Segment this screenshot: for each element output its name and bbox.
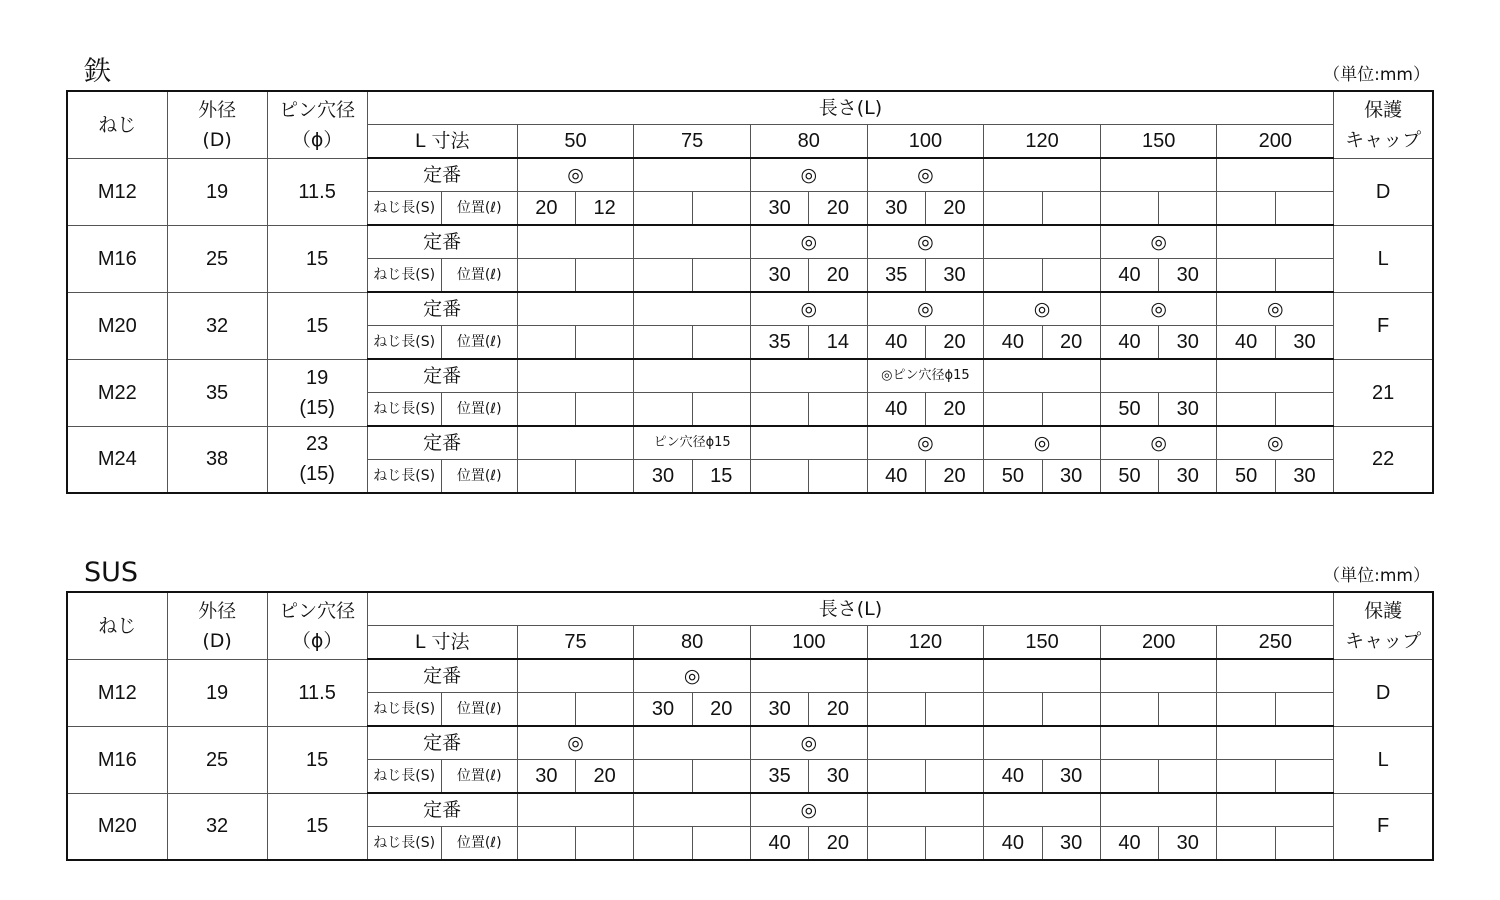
row-standard-mark: ◎ [634, 659, 751, 693]
row-standard-mark: ◎ [517, 726, 634, 760]
hdr-protective-cap-line2: キャップ [1345, 629, 1422, 652]
row-screw: M22 [67, 359, 167, 426]
row-standard-mark [517, 225, 634, 259]
sus-unit-label: （単位:mm） [1323, 566, 1430, 586]
row-protective-cap: 22 [1334, 426, 1433, 493]
row-thread-length-value: 30 [750, 192, 808, 226]
iron-unit-label: （単位:mm） [1323, 65, 1430, 85]
row-position-value: 30 [1159, 326, 1217, 360]
hdr-length-value: 150 [1100, 125, 1217, 159]
row-thread-length-value: 30 [517, 760, 575, 794]
row-pin-hole: 15 [267, 292, 367, 359]
hdr-l-dimension: L 寸法 [367, 626, 517, 660]
row-position-value [809, 393, 867, 427]
row-standard-label: 定番 [367, 292, 517, 326]
row-position-value [692, 326, 750, 360]
hdr-length-value: 250 [1217, 626, 1334, 660]
row-position-value: 20 [925, 192, 983, 226]
row-position-value [1159, 693, 1217, 727]
row-thread-length-value [1217, 693, 1275, 727]
row-position-value: 30 [1042, 760, 1100, 794]
hdr-outer-diameter-line2: (D) [202, 629, 232, 652]
row-thread-length-label: ねじ長(S) [367, 326, 441, 360]
row-position-value: 30 [1042, 460, 1100, 494]
row-thread-length-label: ねじ長(S) [367, 760, 441, 794]
row-position-label: 位置(ℓ) [441, 393, 517, 427]
row-pin-hole: 15 [267, 726, 367, 793]
row-thread-length-value [1217, 760, 1275, 794]
row-thread-length-value: 30 [750, 259, 808, 293]
row-position-value: 30 [1275, 326, 1333, 360]
hdr-length: 長さ(L) [367, 91, 1334, 125]
hdr-protective-cap-line1: 保護 [1364, 98, 1403, 121]
row-position-value: 30 [1159, 827, 1217, 861]
row-standard-mark [1217, 359, 1334, 393]
row-pin-hole-line2: (15) [299, 463, 335, 486]
row-thread-length-value: 35 [867, 259, 925, 293]
row-thread-length-value [517, 259, 575, 293]
hdr-outer-diameter [167, 91, 267, 158]
row-standard-label: 定番 [367, 659, 517, 693]
row-thread-length-value [984, 693, 1042, 727]
row-position-value: 30 [1042, 827, 1100, 861]
row-standard-mark [1217, 726, 1334, 760]
row-thread-length-value [634, 259, 692, 293]
row-screw: M20 [67, 292, 167, 359]
row-standard-mark: ◎ [1217, 292, 1334, 326]
row-position-value [692, 760, 750, 794]
row-position-value [925, 827, 983, 861]
row-thread-length-label: ねじ長(S) [367, 827, 441, 861]
row-pin-hole [267, 426, 367, 493]
row-standard-label: 定番 [367, 726, 517, 760]
hdr-protective-cap [1334, 592, 1433, 659]
hdr-pin-hole [267, 91, 367, 158]
row-standard-mark: ◎ [867, 292, 984, 326]
row-standard-label: 定番 [367, 158, 517, 192]
hdr-length-value: 200 [1217, 125, 1334, 159]
row-standard-mark [634, 793, 751, 827]
row-thread-length-value: 40 [867, 326, 925, 360]
row-standard-mark [1100, 726, 1217, 760]
row-thread-length-value [984, 192, 1042, 226]
iron-title: 鉄 [84, 56, 111, 87]
row-thread-length-value: 40 [1100, 326, 1158, 360]
row-position-value: 20 [925, 393, 983, 427]
row-standard-mark [634, 225, 751, 259]
row-position-value: 30 [809, 760, 867, 794]
row-thread-length-value: 30 [750, 693, 808, 727]
row-thread-length-value [867, 693, 925, 727]
hdr-length-value: 200 [1100, 626, 1217, 660]
row-thread-length-value [867, 827, 925, 861]
row-position-value: 20 [809, 259, 867, 293]
row-thread-length-value: 40 [984, 827, 1042, 861]
row-position-value: 30 [1275, 460, 1333, 494]
hdr-outer-diameter-line1: 外径 [198, 599, 237, 622]
row-thread-length-label: ねじ長(S) [367, 192, 441, 226]
row-pin-hole: 15 [267, 793, 367, 860]
row-position-value: 20 [809, 192, 867, 226]
row-standard-mark: ◎ [984, 292, 1101, 326]
row-position-value [1275, 393, 1333, 427]
row-thread-length-value: 30 [634, 693, 692, 727]
row-standard-mark [1217, 158, 1334, 192]
row-thread-length-value: 40 [1100, 259, 1158, 293]
row-thread-length-value [1100, 693, 1158, 727]
row-thread-length-value [634, 827, 692, 861]
row-position-value [576, 259, 634, 293]
row-standard-mark: ◎ [1217, 426, 1334, 460]
row-thread-length-value: 40 [984, 760, 1042, 794]
row-thread-length-value [634, 393, 692, 427]
row-thread-length-value: 50 [1100, 393, 1158, 427]
row-position-value [1042, 393, 1100, 427]
row-outer-diameter: 32 [167, 793, 267, 860]
row-thread-length-value [750, 460, 808, 494]
row-thread-length-value: 35 [750, 326, 808, 360]
row-thread-length-value: 30 [634, 460, 692, 494]
row-standard-mark [984, 359, 1101, 393]
row-standard-mark [867, 659, 984, 693]
row-thread-length-value: 40 [1217, 326, 1275, 360]
row-thread-length-value [984, 259, 1042, 293]
row-position-value: 14 [809, 326, 867, 360]
row-thread-length-label: ねじ長(S) [367, 460, 441, 494]
row-position-value [1275, 259, 1333, 293]
row-thread-length-value: 40 [1100, 827, 1158, 861]
hdr-pin-hole-line1: ピン穴径 [279, 599, 356, 622]
row-protective-cap: F [1334, 793, 1433, 860]
row-protective-cap: L [1334, 726, 1433, 793]
row-position-label: 位置(ℓ) [441, 192, 517, 226]
row-position-value: 20 [692, 693, 750, 727]
row-standard-mark: ◎ [867, 225, 984, 259]
row-position-value [1042, 192, 1100, 226]
row-standard-mark [1100, 659, 1217, 693]
row-screw: M20 [67, 793, 167, 860]
row-thread-length-label: ねじ長(S) [367, 693, 441, 727]
row-position-value: 30 [925, 259, 983, 293]
row-position-value: 30 [1159, 393, 1217, 427]
row-position-value [576, 827, 634, 861]
row-thread-length-value [517, 393, 575, 427]
row-outer-diameter: 32 [167, 292, 267, 359]
row-position-value [1275, 693, 1333, 727]
row-position-value [576, 393, 634, 427]
row-standard-mark [517, 793, 634, 827]
row-standard-mark: ◎ [867, 426, 984, 460]
row-screw: M16 [67, 726, 167, 793]
row-thread-length-value [1217, 827, 1275, 861]
row-position-value [1275, 760, 1333, 794]
row-standard-mark: ◎ [517, 158, 634, 192]
row-protective-cap: D [1334, 659, 1433, 726]
row-standard-mark [750, 359, 867, 393]
row-standard-mark [1100, 359, 1217, 393]
row-standard-mark: ピン穴径ϕ15 [634, 426, 751, 460]
hdr-length-value: 120 [867, 626, 984, 660]
row-standard-mark: ◎ [750, 726, 867, 760]
row-thread-length-value [634, 326, 692, 360]
row-pin-hole: 11.5 [267, 158, 367, 225]
row-standard-mark [984, 793, 1101, 827]
hdr-length-value: 50 [517, 125, 634, 159]
row-outer-diameter: 25 [167, 225, 267, 292]
hdr-pin-hole-line2: （ϕ） [291, 629, 343, 652]
row-pin-hole: 15 [267, 225, 367, 292]
row-position-label: 位置(ℓ) [441, 693, 517, 727]
row-screw: M12 [67, 659, 167, 726]
row-pin-hole-line1: 23 [305, 433, 329, 456]
row-position-value: 20 [925, 460, 983, 494]
hdr-outer-diameter-line2: (D) [202, 128, 232, 151]
row-thread-length-value: 40 [750, 827, 808, 861]
row-standard-mark [517, 426, 634, 460]
row-pin-hole: 11.5 [267, 659, 367, 726]
row-thread-length-value [1217, 259, 1275, 293]
row-standard-mark [517, 659, 634, 693]
row-screw: M16 [67, 225, 167, 292]
row-standard-mark: ◎ [867, 158, 984, 192]
row-protective-cap: F [1334, 292, 1433, 359]
row-standard-mark: ◎ [1100, 426, 1217, 460]
row-position-value: 30 [1159, 259, 1217, 293]
hdr-screw: ねじ [67, 91, 167, 158]
row-position-value: 20 [809, 827, 867, 861]
row-position-value [1159, 760, 1217, 794]
row-thread-length-value: 40 [867, 393, 925, 427]
row-standard-mark: ◎ [1100, 225, 1217, 259]
row-position-value [1042, 693, 1100, 727]
row-outer-diameter: 25 [167, 726, 267, 793]
row-standard-label: 定番 [367, 793, 517, 827]
row-position-value [809, 460, 867, 494]
row-outer-diameter: 19 [167, 158, 267, 225]
row-position-value [692, 827, 750, 861]
row-thread-length-value: 20 [517, 192, 575, 226]
row-pin-hole-line1: 19 [305, 366, 329, 389]
hdr-outer-diameter-line1: 外径 [198, 98, 237, 121]
row-standard-mark: ◎ [1100, 292, 1217, 326]
row-position-value [925, 760, 983, 794]
hdr-outer-diameter [167, 592, 267, 659]
hdr-length-value: 120 [984, 125, 1101, 159]
hdr-length-value: 150 [984, 626, 1101, 660]
row-outer-diameter: 38 [167, 426, 267, 493]
row-thread-length-value [517, 460, 575, 494]
row-thread-length-label: ねじ長(S) [367, 259, 441, 293]
row-standard-mark [984, 659, 1101, 693]
row-standard-mark [517, 292, 634, 326]
row-position-value [692, 259, 750, 293]
row-standard-mark [634, 359, 751, 393]
row-standard-mark [634, 158, 751, 192]
row-thread-length-value: 50 [1217, 460, 1275, 494]
row-standard-mark: ◎ [750, 158, 867, 192]
row-standard-mark [1100, 158, 1217, 192]
row-protective-cap: L [1334, 225, 1433, 292]
row-standard-mark: ◎ [750, 292, 867, 326]
row-thread-length-value [1217, 192, 1275, 226]
hdr-screw: ねじ [67, 592, 167, 659]
row-standard-mark [517, 359, 634, 393]
row-thread-length-value [1100, 192, 1158, 226]
row-position-value: 20 [809, 693, 867, 727]
row-screw: M12 [67, 158, 167, 225]
row-thread-length-value [1217, 393, 1275, 427]
row-standard-label: 定番 [367, 426, 517, 460]
row-standard-label: 定番 [367, 225, 517, 259]
row-standard-mark [750, 659, 867, 693]
row-position-label: 位置(ℓ) [441, 460, 517, 494]
hdr-length-value: 80 [750, 125, 867, 159]
row-position-value: 20 [1042, 326, 1100, 360]
row-outer-diameter: 19 [167, 659, 267, 726]
sus-spec-table [66, 591, 1434, 861]
row-pin-hole [267, 359, 367, 426]
hdr-pin-hole-line2: （ϕ） [291, 128, 343, 151]
row-position-value [576, 460, 634, 494]
row-pin-hole-line2: (15) [299, 396, 335, 419]
row-position-value: 20 [576, 760, 634, 794]
row-position-value: 15 [692, 460, 750, 494]
row-position-value [925, 693, 983, 727]
row-thread-length-value [1100, 760, 1158, 794]
row-standard-mark: ◎ [750, 225, 867, 259]
hdr-protective-cap-line2: キャップ [1345, 128, 1422, 151]
row-position-label: 位置(ℓ) [441, 760, 517, 794]
row-standard-mark: ◎ピン穴径ϕ15 [867, 359, 984, 393]
row-standard-label: 定番 [367, 359, 517, 393]
row-position-label: 位置(ℓ) [441, 326, 517, 360]
row-standard-mark [1217, 659, 1334, 693]
row-position-value: 20 [925, 326, 983, 360]
row-standard-mark [634, 292, 751, 326]
hdr-l-dimension: L 寸法 [367, 125, 517, 159]
hdr-pin-hole [267, 592, 367, 659]
row-standard-mark [634, 726, 751, 760]
row-position-label: 位置(ℓ) [441, 259, 517, 293]
row-thread-length-value [517, 693, 575, 727]
row-thread-length-value [517, 326, 575, 360]
hdr-length-value: 100 [867, 125, 984, 159]
iron-spec-table [66, 90, 1434, 494]
row-standard-mark [750, 426, 867, 460]
row-standard-mark [867, 793, 984, 827]
row-position-value [1159, 192, 1217, 226]
hdr-length-value: 100 [750, 626, 867, 660]
row-thread-length-value [867, 760, 925, 794]
row-thread-length-label: ねじ長(S) [367, 393, 441, 427]
row-thread-length-value: 50 [1100, 460, 1158, 494]
row-thread-length-value [517, 827, 575, 861]
row-screw: M24 [67, 426, 167, 493]
row-standard-mark [1100, 793, 1217, 827]
hdr-protective-cap [1334, 91, 1433, 158]
row-position-value: 30 [1159, 460, 1217, 494]
row-standard-mark [1217, 793, 1334, 827]
row-position-value: 12 [576, 192, 634, 226]
row-standard-mark: ◎ [984, 426, 1101, 460]
row-thread-length-value: 35 [750, 760, 808, 794]
sus-title: SUS [84, 557, 139, 588]
hdr-length-value: 80 [634, 626, 751, 660]
row-standard-mark [984, 158, 1101, 192]
row-standard-mark: ◎ [750, 793, 867, 827]
row-outer-diameter: 35 [167, 359, 267, 426]
hdr-pin-hole-line1: ピン穴径 [279, 98, 356, 121]
row-position-value [576, 326, 634, 360]
row-position-value [576, 693, 634, 727]
hdr-length: 長さ(L) [367, 592, 1334, 626]
row-position-value [1275, 827, 1333, 861]
row-thread-length-value: 50 [984, 460, 1042, 494]
row-position-value [1275, 192, 1333, 226]
row-standard-mark [984, 225, 1101, 259]
row-protective-cap: 21 [1334, 359, 1433, 426]
row-position-value [1042, 259, 1100, 293]
row-thread-length-value [634, 760, 692, 794]
row-standard-mark [984, 726, 1101, 760]
row-thread-length-value: 40 [867, 460, 925, 494]
row-standard-mark [867, 726, 984, 760]
hdr-length-value: 75 [634, 125, 751, 159]
row-position-value [692, 192, 750, 226]
hdr-length-value: 75 [517, 626, 634, 660]
hdr-protective-cap-line1: 保護 [1364, 599, 1403, 622]
row-thread-length-value: 30 [867, 192, 925, 226]
row-thread-length-value [750, 393, 808, 427]
row-thread-length-value: 40 [984, 326, 1042, 360]
row-protective-cap: D [1334, 158, 1433, 225]
row-thread-length-value [634, 192, 692, 226]
row-standard-mark [1217, 225, 1334, 259]
row-position-label: 位置(ℓ) [441, 827, 517, 861]
row-thread-length-value [984, 393, 1042, 427]
row-position-value [692, 393, 750, 427]
